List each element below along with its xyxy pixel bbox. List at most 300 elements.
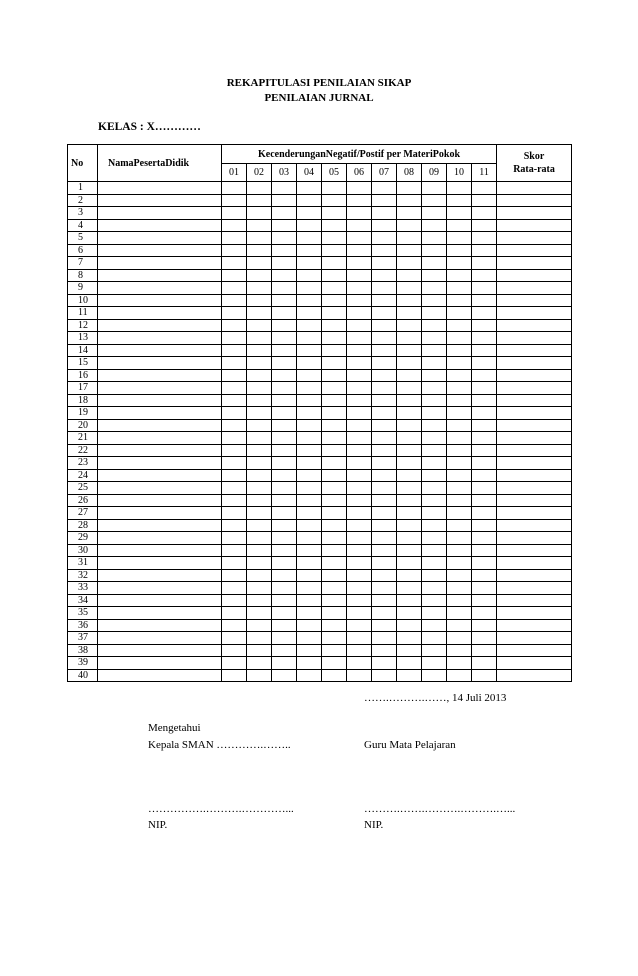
table-row (68, 182, 572, 195)
score-cell (347, 457, 372, 470)
score-cell (447, 619, 472, 632)
subcolumn-header: 04 (297, 164, 322, 182)
score-cell (422, 632, 447, 645)
score-cell (297, 194, 322, 207)
score-cell (347, 269, 372, 282)
row-number: 17 (68, 382, 98, 395)
table-row (68, 407, 572, 420)
subcolumn-header: 10 (447, 164, 472, 182)
score-cell (447, 344, 472, 357)
score-cell (422, 607, 447, 620)
score-cell (372, 369, 397, 382)
row-number: 13 (68, 332, 98, 345)
score-cell (447, 182, 472, 195)
score-cell (222, 519, 247, 532)
student-name-cell (98, 319, 222, 332)
score-cell (347, 607, 372, 620)
score-cell (447, 219, 472, 232)
score-cell (397, 307, 422, 320)
subcolumn-header: 11 (472, 164, 497, 182)
score-cell (272, 194, 297, 207)
row-number: 25 (68, 482, 98, 495)
score-cell (222, 419, 247, 432)
score-cell (247, 669, 272, 682)
score-cell (222, 357, 247, 370)
score-cell (297, 657, 322, 670)
score-cell (397, 369, 422, 382)
table-row (68, 657, 572, 670)
score-cell (472, 332, 497, 345)
score-cell (447, 382, 472, 395)
average-score-cell (497, 544, 572, 557)
student-name-cell (98, 557, 222, 570)
score-cell (472, 219, 497, 232)
student-name-cell (98, 419, 222, 432)
score-cell (397, 282, 422, 295)
score-cell (372, 382, 397, 395)
score-cell (272, 482, 297, 495)
average-score-cell (497, 657, 572, 670)
score-cell (422, 382, 447, 395)
score-cell (422, 307, 447, 320)
score-cell (297, 457, 322, 470)
score-cell (247, 432, 272, 445)
score-cell (322, 307, 347, 320)
score-cell (447, 294, 472, 307)
average-score-cell (497, 219, 572, 232)
score-cell (447, 357, 472, 370)
score-cell (322, 244, 347, 257)
nip-left: NIP. (148, 819, 168, 831)
score-cell (297, 557, 322, 570)
row-number: 39 (68, 657, 98, 670)
score-cell (222, 607, 247, 620)
score-cell (222, 532, 247, 545)
table-row (68, 607, 572, 620)
score-cell (222, 394, 247, 407)
score-cell (222, 644, 247, 657)
score-cell (422, 407, 447, 420)
score-cell (222, 657, 247, 670)
score-cell (472, 394, 497, 407)
score-cell (472, 519, 497, 532)
score-cell (472, 532, 497, 545)
score-cell (447, 269, 472, 282)
score-cell (247, 382, 272, 395)
guru-label: Guru Mata Pelajaran (364, 739, 456, 751)
score-cell (247, 644, 272, 657)
score-cell (297, 644, 322, 657)
score-cell (372, 394, 397, 407)
score-cell (422, 544, 447, 557)
student-name-cell (98, 469, 222, 482)
score-cell (347, 282, 372, 295)
score-cell (372, 594, 397, 607)
score-cell (372, 257, 397, 270)
score-cell (247, 494, 272, 507)
student-name-cell (98, 569, 222, 582)
score-cell (247, 394, 272, 407)
score-cell (372, 407, 397, 420)
score-cell (222, 432, 247, 445)
row-number: 12 (68, 319, 98, 332)
score-cell (297, 444, 322, 457)
score-cell (297, 432, 322, 445)
average-score-cell (497, 469, 572, 482)
score-cell (372, 532, 397, 545)
student-name-cell (98, 519, 222, 532)
score-cell (297, 569, 322, 582)
score-cell (272, 244, 297, 257)
student-name-cell (98, 407, 222, 420)
table-row (68, 207, 572, 220)
score-cell (322, 519, 347, 532)
score-cell (372, 644, 397, 657)
table-row (68, 419, 572, 432)
row-number: 28 (68, 519, 98, 532)
score-cell (297, 357, 322, 370)
score-cell (422, 332, 447, 345)
average-score-cell (497, 307, 572, 320)
row-number: 40 (68, 669, 98, 682)
average-score-cell (497, 182, 572, 195)
score-cell (472, 307, 497, 320)
score-cell (397, 257, 422, 270)
score-cell (247, 232, 272, 245)
score-cell (322, 619, 347, 632)
score-cell (247, 607, 272, 620)
average-score-cell (497, 669, 572, 682)
score-cell (397, 382, 422, 395)
table-row (68, 319, 572, 332)
score-cell (222, 282, 247, 295)
score-cell (247, 482, 272, 495)
score-cell (297, 369, 322, 382)
score-cell (322, 182, 347, 195)
average-score-cell (497, 444, 572, 457)
score-cell (247, 344, 272, 357)
score-cell (447, 332, 472, 345)
score-cell (322, 632, 347, 645)
score-cell (222, 344, 247, 357)
score-cell (347, 394, 372, 407)
score-cell (322, 294, 347, 307)
student-name-cell (98, 432, 222, 445)
row-number: 15 (68, 357, 98, 370)
score-cell (222, 507, 247, 520)
score-cell (222, 244, 247, 257)
table-row (68, 519, 572, 532)
score-cell (222, 494, 247, 507)
date-line: …….……….……, 14 Juli 2013 (364, 692, 507, 704)
score-cell (472, 182, 497, 195)
score-cell (447, 544, 472, 557)
score-cell (397, 544, 422, 557)
student-name-cell (98, 657, 222, 670)
table-row (68, 219, 572, 232)
score-cell (397, 669, 422, 682)
score-cell (247, 194, 272, 207)
score-cell (372, 269, 397, 282)
score-cell (447, 594, 472, 607)
score-cell (397, 244, 422, 257)
score-cell (422, 582, 447, 595)
row-number: 18 (68, 394, 98, 407)
score-cell (372, 344, 397, 357)
header-nama: NamaPesertaDidik (98, 145, 222, 182)
student-name-cell (98, 494, 222, 507)
score-cell (347, 244, 372, 257)
subcolumn-header: 09 (422, 164, 447, 182)
table-row (68, 532, 572, 545)
score-cell (297, 582, 322, 595)
score-cell (247, 307, 272, 320)
average-score-cell (497, 607, 572, 620)
score-cell (297, 382, 322, 395)
score-cell (472, 507, 497, 520)
score-cell (247, 182, 272, 195)
score-cell (372, 207, 397, 220)
average-score-cell (497, 507, 572, 520)
score-cell (347, 382, 372, 395)
score-cell (372, 457, 397, 470)
score-cell (422, 394, 447, 407)
score-cell (422, 657, 447, 670)
score-cell (322, 282, 347, 295)
score-cell (347, 482, 372, 495)
average-score-cell (497, 357, 572, 370)
score-cell (472, 319, 497, 332)
table-row (68, 494, 572, 507)
score-cell (397, 532, 422, 545)
score-cell (347, 494, 372, 507)
score-cell (322, 569, 347, 582)
average-score-cell (497, 332, 572, 345)
row-number: 14 (68, 344, 98, 357)
score-cell (247, 269, 272, 282)
score-cell (347, 294, 372, 307)
row-number: 19 (68, 407, 98, 420)
score-cell (347, 257, 372, 270)
score-cell (372, 419, 397, 432)
score-cell (472, 344, 497, 357)
score-cell (447, 244, 472, 257)
header-group: KecenderunganNegatif/Postif per MateriPokok (222, 145, 497, 164)
score-cell (347, 432, 372, 445)
score-cell (372, 582, 397, 595)
score-cell (272, 532, 297, 545)
average-score-cell (497, 519, 572, 532)
score-cell (297, 332, 322, 345)
document-title: REKAPITULASI PENILAIAN SIKAP (226, 77, 412, 89)
row-number: 5 (68, 232, 98, 245)
table-row (68, 594, 572, 607)
score-cell (272, 332, 297, 345)
score-cell (297, 307, 322, 320)
score-cell (272, 257, 297, 270)
score-cell (422, 344, 447, 357)
score-cell (222, 582, 247, 595)
average-score-cell (497, 394, 572, 407)
score-cell (297, 669, 322, 682)
score-cell (247, 582, 272, 595)
score-cell (347, 557, 372, 570)
student-name-cell (98, 332, 222, 345)
score-cell (322, 344, 347, 357)
score-cell (272, 544, 297, 557)
score-cell (272, 519, 297, 532)
score-cell (272, 557, 297, 570)
score-cell (447, 207, 472, 220)
score-cell (297, 594, 322, 607)
table-row (68, 269, 572, 282)
score-cell (322, 357, 347, 370)
score-cell (372, 232, 397, 245)
score-cell (297, 607, 322, 620)
score-cell (472, 194, 497, 207)
score-cell (397, 644, 422, 657)
average-score-cell (497, 369, 572, 382)
table-row (68, 332, 572, 345)
score-cell (322, 532, 347, 545)
score-cell (247, 657, 272, 670)
score-cell (422, 519, 447, 532)
row-number: 35 (68, 607, 98, 620)
score-cell (372, 494, 397, 507)
score-cell (447, 569, 472, 582)
score-cell (397, 607, 422, 620)
score-cell (322, 207, 347, 220)
score-cell (472, 269, 497, 282)
score-cell (422, 444, 447, 457)
score-cell (397, 232, 422, 245)
score-cell (247, 357, 272, 370)
average-score-cell (497, 532, 572, 545)
student-name-cell (98, 244, 222, 257)
score-cell (272, 469, 297, 482)
average-score-cell (497, 619, 572, 632)
score-cell (422, 532, 447, 545)
score-cell (297, 257, 322, 270)
score-cell (322, 407, 347, 420)
score-cell (397, 419, 422, 432)
score-cell (297, 207, 322, 220)
score-cell (322, 669, 347, 682)
score-cell (222, 457, 247, 470)
score-cell (272, 282, 297, 295)
row-number: 29 (68, 532, 98, 545)
score-cell (347, 594, 372, 607)
score-cell (372, 544, 397, 557)
score-cell (397, 207, 422, 220)
kelas-label: KELAS : X………… (98, 121, 201, 133)
student-name-cell (98, 369, 222, 382)
row-number: 20 (68, 419, 98, 432)
average-score-cell (497, 582, 572, 595)
score-cell (372, 669, 397, 682)
score-cell (222, 469, 247, 482)
score-cell (447, 582, 472, 595)
score-cell (347, 407, 372, 420)
score-cell (322, 657, 347, 670)
score-cell (322, 457, 347, 470)
score-cell (347, 544, 372, 557)
score-cell (222, 194, 247, 207)
score-cell (347, 232, 372, 245)
student-name-cell (98, 207, 222, 220)
score-cell (322, 607, 347, 620)
score-cell (247, 219, 272, 232)
score-cell (247, 519, 272, 532)
score-cell (297, 282, 322, 295)
score-cell (447, 319, 472, 332)
score-cell (272, 419, 297, 432)
score-cell (372, 569, 397, 582)
row-number: 11 (68, 307, 98, 320)
score-cell (472, 407, 497, 420)
score-cell (447, 607, 472, 620)
row-number: 3 (68, 207, 98, 220)
score-cell (297, 269, 322, 282)
row-number: 22 (68, 444, 98, 457)
score-cell (472, 619, 497, 632)
score-cell (372, 332, 397, 345)
score-cell (222, 632, 247, 645)
row-number: 9 (68, 282, 98, 295)
score-cell (447, 444, 472, 457)
row-number: 37 (68, 632, 98, 645)
table-row (68, 244, 572, 257)
score-cell (447, 457, 472, 470)
score-cell (397, 407, 422, 420)
score-cell (347, 582, 372, 595)
student-name-cell (98, 544, 222, 557)
score-cell (397, 619, 422, 632)
score-cell (272, 432, 297, 445)
score-cell (247, 457, 272, 470)
score-cell (447, 407, 472, 420)
score-cell (447, 482, 472, 495)
score-cell (222, 569, 247, 582)
score-cell (322, 507, 347, 520)
signature-line-left: …………….……….…………... (148, 803, 294, 815)
score-cell (247, 244, 272, 257)
average-score-cell (497, 282, 572, 295)
table-row (68, 569, 572, 582)
score-cell (447, 507, 472, 520)
score-cell (422, 669, 447, 682)
mengetahui-label: Mengetahui (148, 722, 201, 734)
score-cell (247, 532, 272, 545)
subcolumn-header: 08 (397, 164, 422, 182)
score-cell (222, 407, 247, 420)
score-cell (297, 494, 322, 507)
score-cell (472, 207, 497, 220)
header-skor-line2: Rata-rata (513, 164, 555, 175)
score-cell (472, 569, 497, 582)
average-score-cell (497, 294, 572, 307)
row-number: 36 (68, 619, 98, 632)
student-name-cell (98, 394, 222, 407)
student-name-cell (98, 582, 222, 595)
score-cell (397, 457, 422, 470)
score-cell (222, 219, 247, 232)
score-cell (272, 232, 297, 245)
score-cell (397, 432, 422, 445)
score-cell (222, 332, 247, 345)
student-name-cell (98, 457, 222, 470)
score-cell (472, 369, 497, 382)
